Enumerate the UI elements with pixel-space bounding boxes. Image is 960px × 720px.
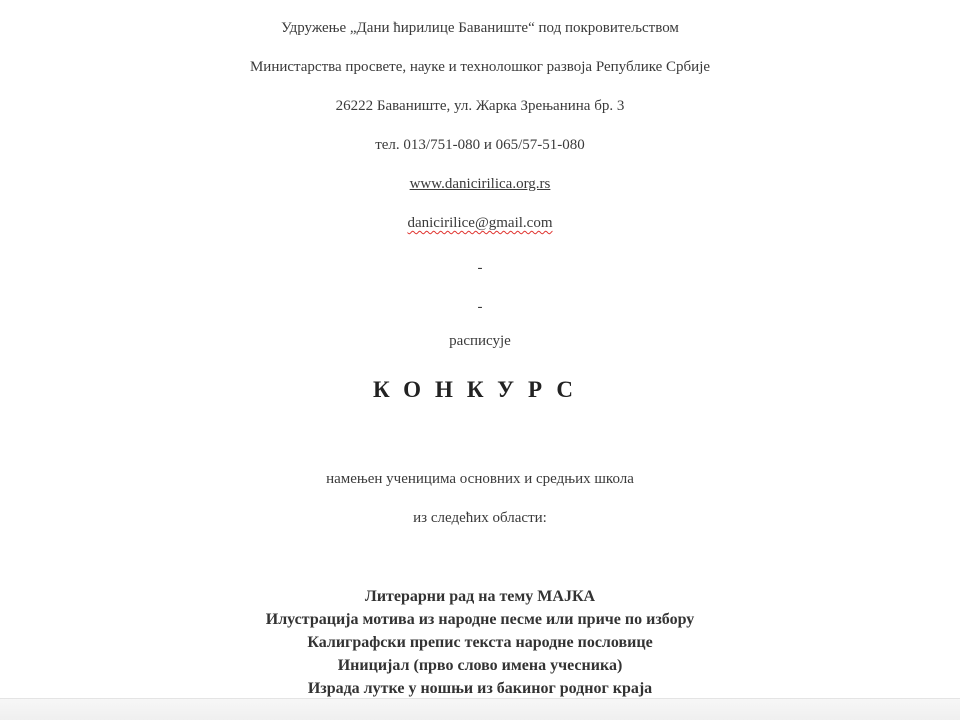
intro-audience-line: намењен ученицима основних и средњих школа bbox=[326, 471, 634, 487]
category-item: Израда лутке у ношњи из бакиног родног краја bbox=[307, 680, 653, 697]
website-link[interactable]: www.danicirilica.org.rs bbox=[409, 176, 551, 192]
intro-areas-line: из следећих области: bbox=[413, 510, 547, 526]
email-link[interactable]: danicirilice@gmail.com bbox=[407, 215, 553, 231]
separator-dash: - bbox=[477, 260, 483, 276]
page-bottom-edge bbox=[0, 698, 960, 720]
header-ministry-line: Министарства просвете, науке и технолошког развоја Републике Србије bbox=[249, 59, 711, 75]
document-title: КОНКУРС bbox=[373, 377, 587, 402]
header-address-line: 26222 Баваниште, ул. Жарка Зрењанина бр. 3 bbox=[335, 98, 625, 114]
announces-text: расписује bbox=[449, 333, 511, 349]
header-phone-line: тел. 013/751-080 и 065/57-51-080 bbox=[375, 137, 585, 153]
category-item: Калиграфски препис текста народне пословице bbox=[307, 634, 653, 651]
category-item: Иницијал (прво слово имена учесника) bbox=[337, 657, 623, 674]
website-line bbox=[0, 174, 960, 194]
email-line bbox=[0, 213, 960, 233]
category-item: Илустрација мотива из народне песме или приче по избору bbox=[265, 611, 695, 628]
header-organization-line: Удружење „Дани ћирилице Бавaниште“ под покровитељством bbox=[281, 20, 679, 36]
category-item: Литерарни рад на тему МАЈКА bbox=[364, 588, 596, 605]
separator-dash: - bbox=[477, 299, 483, 315]
